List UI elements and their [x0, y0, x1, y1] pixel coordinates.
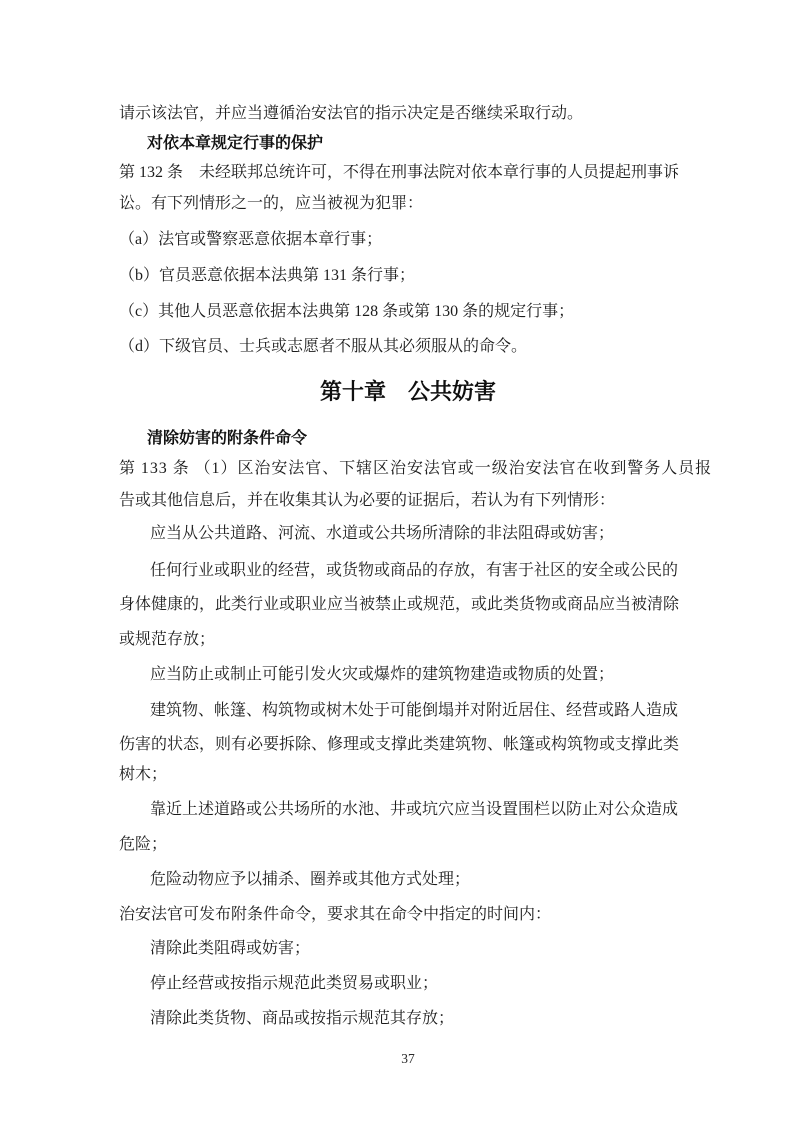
text-line: （d）下级官员、士兵或志愿者不服从其必须服从的命令。: [119, 338, 528, 355]
text-line: 危险动物应予以捕杀、圈养或其他方式处理；: [150, 871, 471, 888]
section-heading: 对依本章规定行事的保护: [147, 135, 324, 152]
text-line: 或规范存放；: [119, 631, 216, 648]
text-line: 请示该法官，并应当遵循治安法官的指示决定是否继续采取行动。: [119, 105, 584, 122]
text-line: 靠近上述道路或公共场所的水池、井或坑穴应当设置围栏以防止对公众造成: [150, 801, 679, 818]
section-heading: 清除妨害的附条件命令: [147, 430, 308, 447]
text-line: 应当防止或制止可能引发火灾或爆炸的建筑物建造或物质的处置；: [150, 666, 615, 683]
text-line: （c）其他人员恶意依据本法典第 128 条或第 130 条的规定行事；: [119, 303, 575, 320]
text-line: 清除此类货物、商品或按指示规范其存放；: [150, 1010, 455, 1027]
page-number: 37: [401, 1051, 415, 1066]
text-line: 第 133 条 （1）区治安法官、下辖区治安法官或一级治安法官在收到警务人员报: [119, 460, 713, 477]
text-line: 告或其他信息后，并在收集其认为必要的证据后，若认为有下列情形：: [119, 492, 616, 509]
text-line: （a）法官或警察恶意依据本章行事；: [119, 231, 383, 248]
text-line: 身体健康的，此类行业或职业应当被禁止或规范，或此类货物或商品应当被清除: [119, 596, 680, 613]
text-line: 建筑物、帐篷、构筑物或树木处于可能倒塌并对附近居住、经营或路人造成: [150, 702, 679, 719]
text-line: （b）官员恶意依据本法典第 131 条行事；: [119, 267, 416, 284]
text-line: 危险；: [119, 836, 168, 853]
text-line: 治安法官可发布附条件命令，要求其在命令中指定的时间内：: [119, 906, 552, 923]
text-line: 树木；: [119, 766, 168, 783]
text-line: 应当从公共道路、河流、水道或公共场所清除的非法阻碍或妨害；: [150, 525, 615, 542]
text-line: 伤害的状态，则有必要拆除、修理或支撑此类建筑物、帐篷或构筑物或支撑此类: [119, 736, 680, 753]
text-line: 停止经营或按指示规范此类贸易或职业；: [150, 975, 439, 992]
text-line: 清除此类阻碍或妨害；: [150, 940, 311, 957]
text-line: 讼。有下列情形之一的，应当被视为犯罪：: [119, 195, 424, 212]
text-line: 任何行业或职业的经营，或货物或商品的存放，有害于社区的安全或公民的: [150, 562, 679, 579]
text-line: 第 132 条 未经联邦总统许可，不得在刑事法院对依本章行事的人员提起刑事诉: [119, 164, 680, 181]
chapter-heading: 第十章 公共妨害: [319, 379, 496, 404]
